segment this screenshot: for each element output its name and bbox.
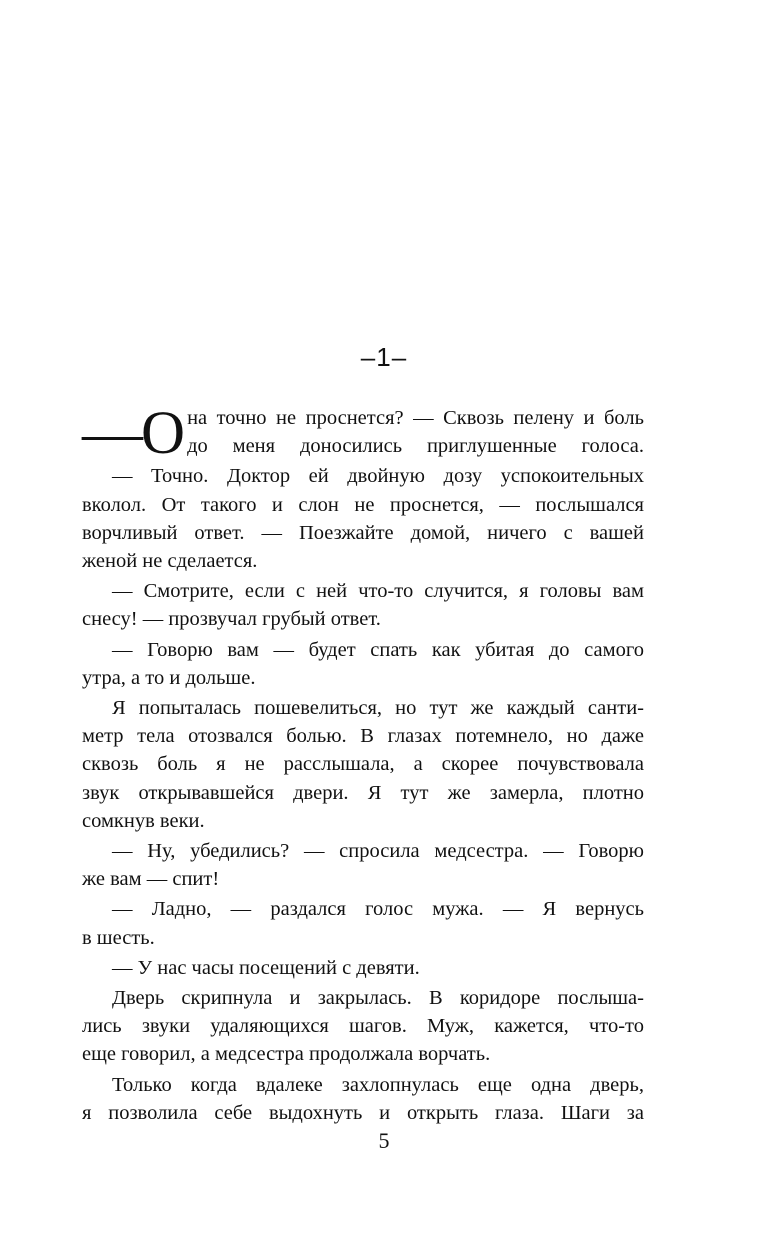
body-text [82,400,644,1127]
text-line: ворчливый ответ. — Поезжайте домой, ничего с вашей [82,521,644,544]
paragraph [82,636,644,692]
text-line: — Смотрите, если с ней что-то случится, я головы вам [112,580,644,603]
text-line: сквозь боль я не расслышала, а скорее почувствовала [82,753,644,776]
paragraph [82,984,644,1069]
text-line: сомкнув веки. [82,809,205,832]
drop-cap: —О [82,400,184,467]
text-line: еще говорил, а медсестра продолжала ворчать. [82,1043,491,1066]
text-line: Я попыталась пошевелиться, но тут же каждый санти- [112,697,644,720]
text-line: я позволила себе выдохнуть и открыть глаза. Шаги за [82,1101,644,1124]
text-line: Дверь скрипнула и закрылась. В коридоре послыша- [112,987,644,1010]
text-line: же вам — спит! [82,868,220,891]
text-line: лись звуки удаляющихся шагов. Муж, кажется, что-то [82,1015,644,1038]
paragraph [82,694,644,835]
paragraph [82,400,644,467]
text-line: — Ну, убедились? — спросила медсестра. — Говорю [112,840,644,863]
page-number: 5 [378,1128,390,1153]
paragraph [82,1071,644,1127]
text-line: утра, а то и дольше. [82,666,256,689]
paragraph [82,577,644,633]
paragraph [82,462,644,575]
paragraph [82,895,644,951]
chapter-heading: –1– [360,342,408,372]
text-line: — У нас часы посещений с девяти. [112,956,420,979]
text-line: снесу! — прозвучал грубый ответ. [82,608,381,631]
text-line: звук открывавшейся двери. Я тут же замерла, плотно [82,781,644,804]
text-line: — Говорю вам — будет спать как убитая до самого [112,638,644,661]
text-line: вколол. От такого и слон не проснется, — послышался [82,493,644,516]
text-line: Только когда вдалеке захлопнулась еще одна дверь, [112,1073,644,1096]
text-line: до меня доносились приглушенные голоса. [187,435,644,458]
paragraph [82,837,644,893]
text-line: на точно не проснется? — Сквозь пелену и боль [187,407,644,429]
text-line: женой не сделается. [82,550,258,573]
paragraph [82,954,644,982]
text-line: — Ладно, — раздался голос мужа. — Я вернусь [112,898,644,921]
text-line: — Точно. Доктор ей двойную дозу успокоительных [112,465,644,488]
text-line: в шесть. [82,926,155,949]
text-line: метр тела отозвался болью. В глазах потемнело, но даже [82,725,644,748]
